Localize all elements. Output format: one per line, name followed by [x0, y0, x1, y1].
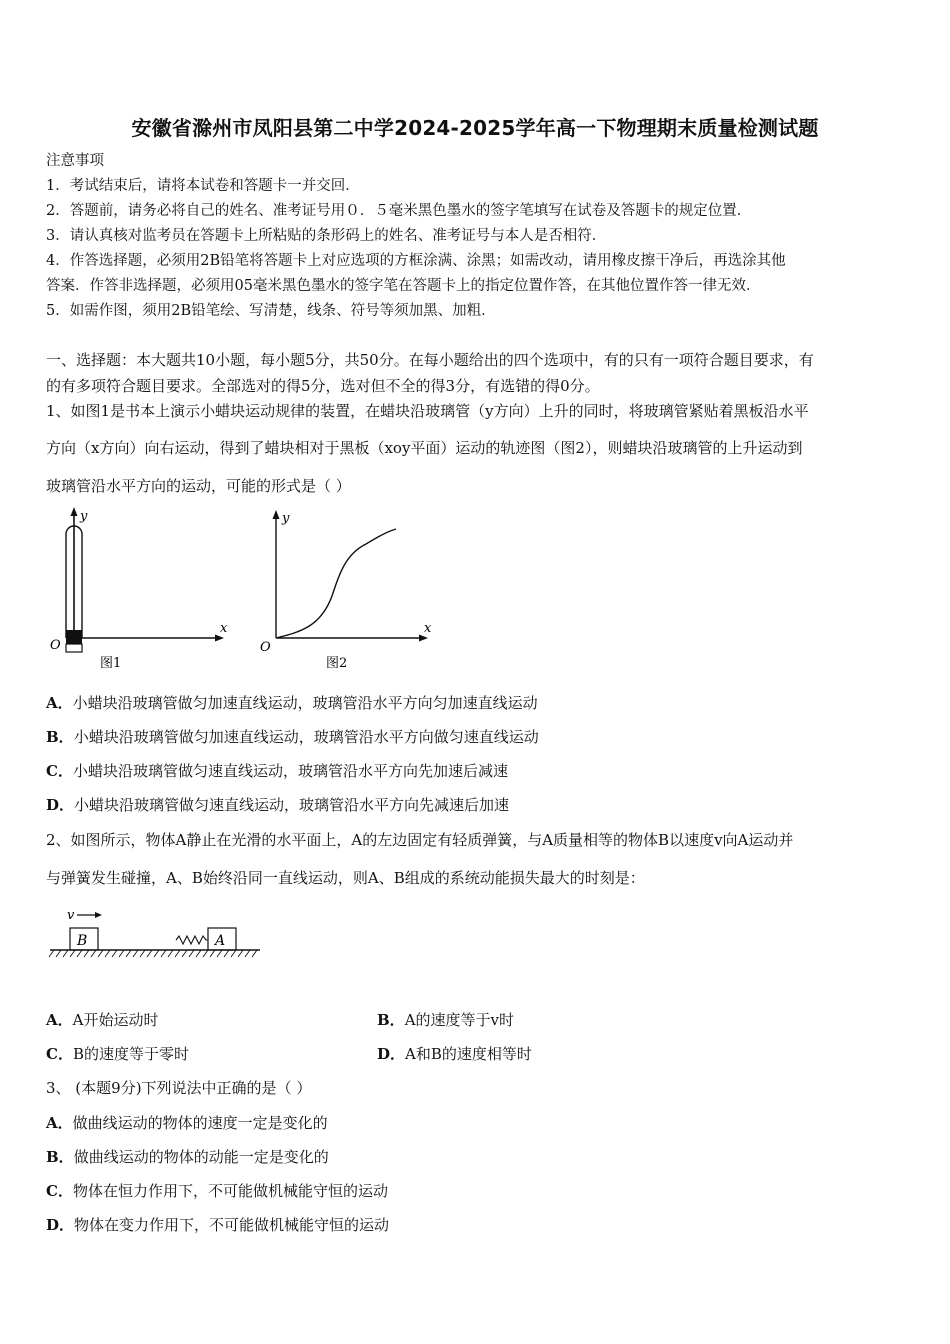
q1-option-a[interactable]: [46, 693, 538, 713]
option-letter: D．: [377, 1045, 406, 1063]
option-text: A开始运动时: [72, 1011, 159, 1029]
option-letter: A．: [46, 1114, 73, 1132]
option-text: 小蜡块沿玻璃管做匀加速直线运动，玻璃管沿水平方向匀加速直线运动: [72, 694, 538, 712]
note-item: 2．答题前，请务必将自己的姓名、准考证号用０．５毫米黑色墨水的签字笔填写在试卷及答题卡的规定位置．: [46, 203, 752, 219]
option-text: 小蜡块沿玻璃管做匀速直线运动，玻璃管沿水平方向先加速后减速: [72, 762, 508, 780]
q1-stem-line: 1、如图1是书本上演示小蜡块运动规律的装置，在蜡块沿玻璃管（y方向）上升的同时，将玻璃管紧贴着黑板沿水平: [46, 402, 809, 420]
y-axis-label: y: [282, 511, 290, 526]
q3-option-c[interactable]: [46, 1181, 388, 1201]
block-a-label: A: [215, 933, 226, 949]
q2-stem-line: 与弹簧发生碰撞，A、B始终沿同一直线运动，则A、B组成的系统动能损失最大的时刻是：: [46, 869, 645, 887]
velocity-label: v: [67, 908, 75, 923]
note-item: 4．作答选择题，必须用2B铅笔将答题卡上对应选项的方框涂满、涂黑；如需改动，请用橡皮擦干净后，再选涂其他: [46, 253, 786, 269]
option-text: 物体在恒力作用下，不可能做机械能守恒的运动: [72, 1182, 388, 1200]
note-item: 1．考试结束后，请将本试卷和答题卡一并交回．: [46, 178, 360, 194]
option-text: 物体在变力作用下，不可能做机械能守恒的运动: [74, 1216, 390, 1234]
q2-option-d[interactable]: [377, 1044, 532, 1064]
q1-option-d[interactable]: [46, 795, 509, 815]
q2-figure: [46, 902, 276, 966]
origin-label: O: [50, 638, 61, 653]
spring: [176, 936, 208, 944]
section-line: 一、选择题：本大题共10小题，每小题5分，共50分。在每小题给出的四个选项中，有的只有一项符合题目要求，有: [46, 351, 814, 369]
option-letter: B．: [377, 1011, 405, 1029]
page-title: 安徽省滁州市凤阳县第二中学2024-2025学年高一下物理期末质量检测试题: [131, 116, 819, 140]
option-letter: B．: [46, 728, 74, 746]
q2-stem-line: 2、如图所示，物体A静止在光滑的水平面上，A的左边固定有轻质弹簧，与A质量相等的物体B以速度v向A运动并: [46, 831, 794, 849]
trajectory-curve: [276, 529, 396, 638]
q3-stem: 3、 (本题9分)下列说法中正确的是（ ）: [46, 1079, 312, 1097]
q1-figure-1: [44, 504, 244, 676]
y-axis-arrow: [71, 507, 78, 516]
wax-block: [66, 630, 82, 644]
option-letter: C．: [46, 1182, 73, 1200]
q1-option-b[interactable]: [46, 727, 539, 747]
figure-caption: 图2: [326, 656, 348, 671]
option-letter: B．: [46, 1148, 74, 1166]
section-line: 的有多项符合题目要求。全部选对的得5分，选对但不全的得3分，有选错的得0分。: [46, 377, 600, 395]
q3-option-d[interactable]: [46, 1215, 389, 1235]
q2-option-b[interactable]: [377, 1010, 514, 1030]
option-text: 做曲线运动的物体的动能一定是变化的: [73, 1148, 329, 1166]
option-text: 做曲线运动的物体的速度一定是变化的: [72, 1114, 328, 1132]
q1-option-c[interactable]: [46, 761, 508, 781]
figure-caption: 图1: [100, 656, 122, 671]
note-item: 5．如需作图，须用2B铅笔绘、写清楚，线条、符号等须加黑、加粗．: [46, 303, 496, 319]
option-letter: A．: [46, 694, 73, 712]
q2-option-a[interactable]: [46, 1010, 158, 1030]
option-letter: D．: [46, 796, 75, 814]
option-letter: D．: [46, 1216, 75, 1234]
option-text: A的速度等于v时: [404, 1011, 514, 1029]
option-text: 小蜡块沿玻璃管做匀加速直线运动，玻璃管沿水平方向做匀速直线运动: [73, 728, 539, 746]
y-axis-label: y: [80, 509, 88, 524]
q2-option-c[interactable]: [46, 1044, 189, 1064]
q3-option-a[interactable]: [46, 1113, 328, 1133]
note-item: 3．请认真核对监考员在答题卡上所粘贴的条形码上的姓名、准考证号与本人是否相符．: [46, 228, 607, 244]
option-letter: C．: [46, 762, 73, 780]
block-b-label: B: [77, 933, 88, 949]
q1-stem-line: 玻璃管沿水平方向的运动，可能的形式是（ ）: [46, 477, 351, 495]
option-text: B的速度等于零时: [72, 1045, 189, 1063]
q1-stem-line: 方向（x方向）向右运动，得到了蜡块相对于黑板（xoy平面）运动的轨迹图（图2），则蜡块沿玻璃管的上升运动到: [46, 439, 803, 457]
option-text: A和B的速度相等时: [405, 1045, 532, 1063]
x-axis-label: x: [424, 621, 432, 636]
option-text: 小蜡块沿玻璃管做匀速直线运动，玻璃管沿水平方向先减速后加速: [74, 796, 510, 814]
q3-option-b[interactable]: [46, 1147, 329, 1167]
tube-stopper: [66, 644, 82, 652]
note-item: 答案．作答非选择题，必须用05毫米黑色墨水的签字笔在答题卡上的指定位置作答，在其他位置作答一律无效．: [46, 278, 761, 294]
y-axis-arrow: [273, 510, 280, 519]
origin-label: O: [260, 640, 271, 655]
notes-heading: 注意事项: [46, 153, 104, 169]
velocity-arrowhead: [95, 912, 102, 918]
x-axis-label: x: [220, 621, 228, 636]
option-letter: A．: [46, 1011, 73, 1029]
q1-figure-2: [256, 504, 446, 676]
ground-hatching: [49, 950, 257, 957]
option-letter: C．: [46, 1045, 73, 1063]
